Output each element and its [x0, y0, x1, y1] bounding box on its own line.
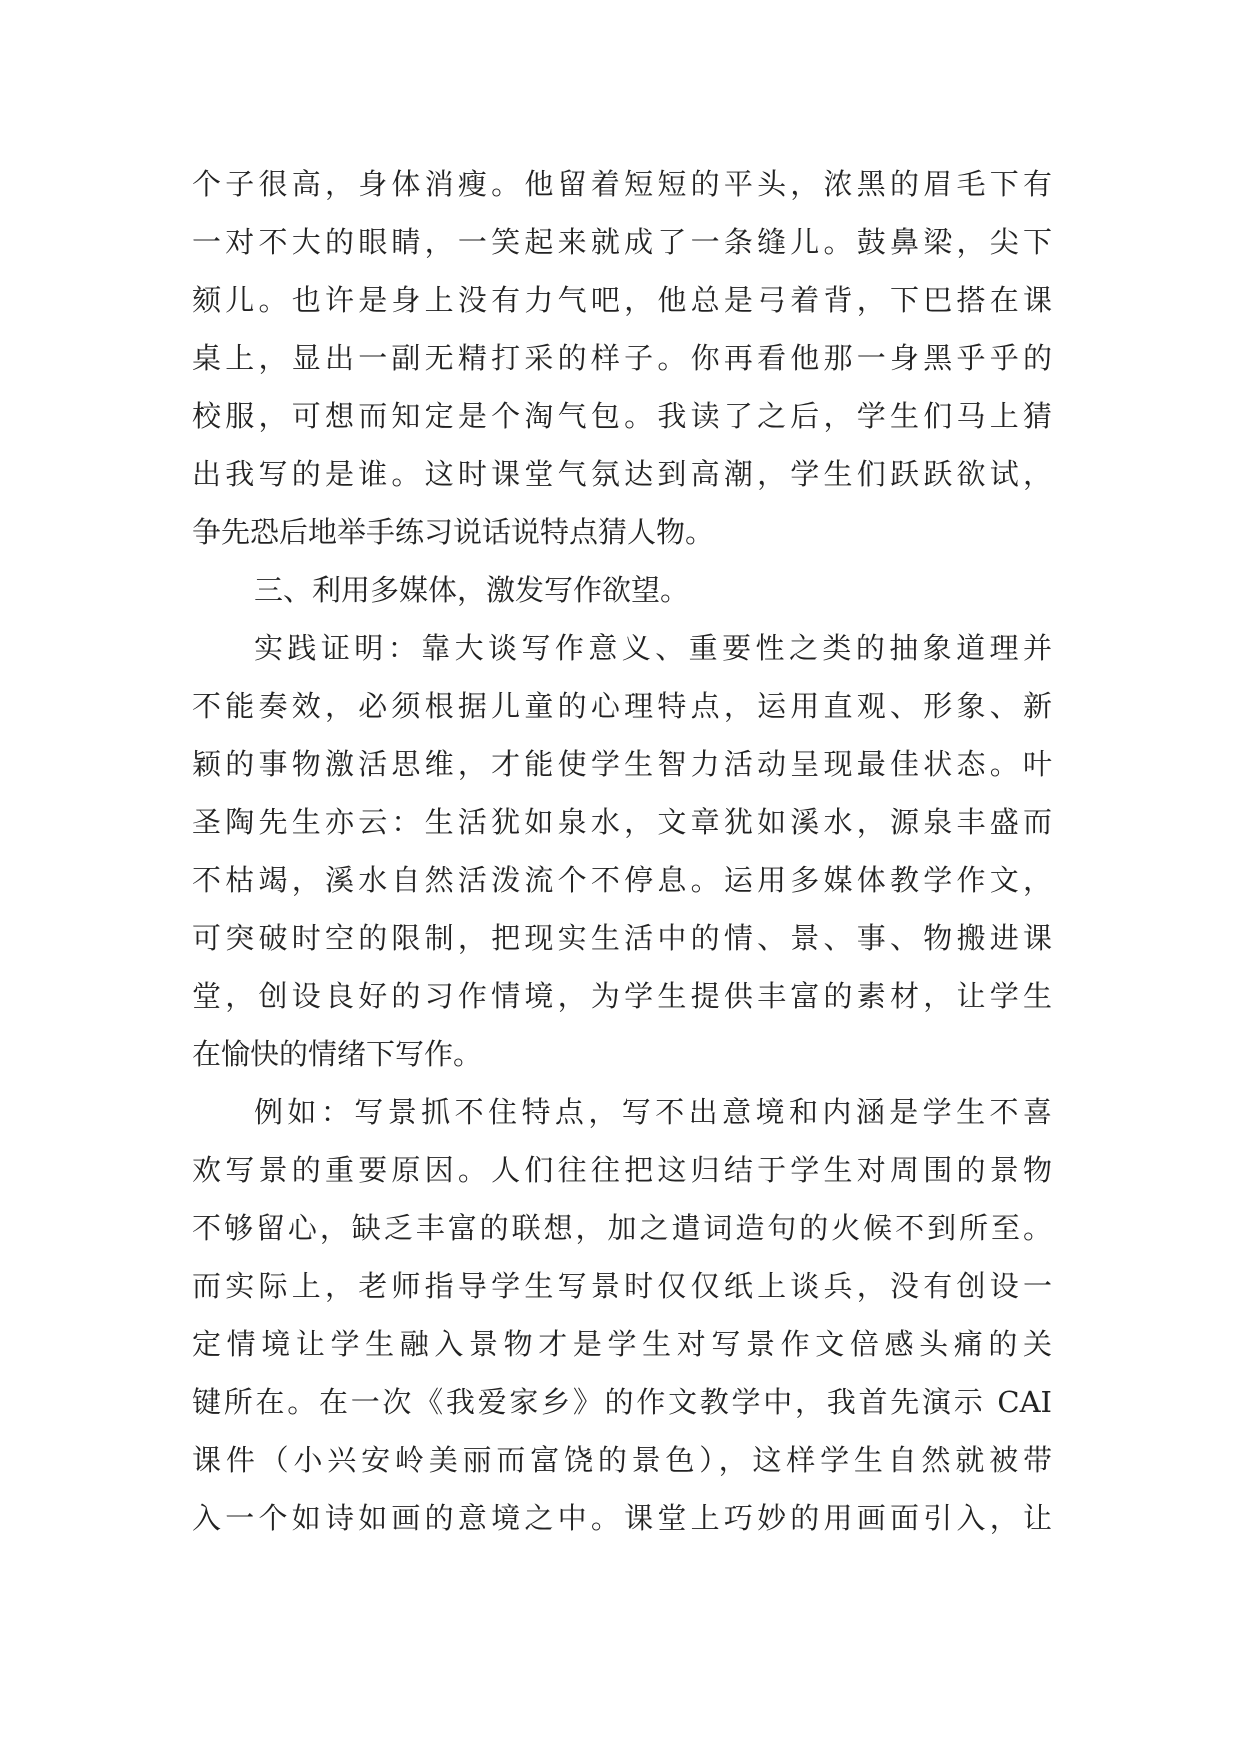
text-line: 堂，创设良好的习作情境，为学生提供丰富的素材，让学生 [192, 979, 1052, 1013]
text-line: 不枯竭，溪水自然活泼流个不停息。运用多媒体教学作文， [192, 863, 1052, 897]
text-line: 一对不大的眼睛，一笑起来就成了一条缝儿。鼓鼻梁，尖下 [192, 225, 1052, 259]
text-line: 可突破时空的限制，把现实生活中的情、景、事、物搬进课 [192, 921, 1052, 955]
text-line: 校服，可想而知定是个淘气包。我读了之后，学生们马上猜 [192, 399, 1052, 433]
text-line: 颖的事物激活思维，才能使学生智力活动呈现最佳状态。叶 [192, 747, 1052, 781]
text-line: 键所在。在一次《我爱家乡》的作文教学中，我首先演示 CAI [192, 1385, 1052, 1419]
text-line: 入一个如诗如画的意境之中。课堂上巧妙的用画面引入，让 [192, 1501, 1052, 1535]
text-line: 实践证明：靠大谈写作意义、重要性之类的抽象道理并 [254, 631, 1052, 665]
text-line: 争先恐后地举手练习说话说特点猜人物。 [192, 515, 715, 549]
text-line: 颏儿。也许是身上没有力气吧，他总是弓着背，下巴搭在课 [192, 283, 1052, 317]
text-line: 桌上，显出一副无精打采的样子。你再看他那一身黑乎乎的 [192, 341, 1052, 375]
text-line: 个子很高，身体消瘦。他留着短短的平头，浓黑的眉毛下有 [192, 167, 1052, 201]
text-line: 课件（小兴安岭美丽而富饶的景色），这样学生自然就被带 [192, 1443, 1052, 1477]
section-heading: 三、利用多媒体，激发写作欲望。 [254, 573, 690, 607]
text-line: 不够留心，缺乏丰富的联想，加之遣词造句的火候不到所至。 [192, 1211, 1052, 1245]
text-line: 而实际上，老师指导学生写景时仅仅纸上谈兵，没有创设一 [192, 1269, 1052, 1303]
text-line: 不能奏效，必须根据儿童的心理特点，运用直观、形象、新 [192, 689, 1052, 723]
text-line: 例如：写景抓不住特点，写不出意境和内涵是学生不喜 [254, 1095, 1052, 1129]
text-line: 出我写的是谁。这时课堂气氛达到高潮，学生们跃跃欲试， [192, 457, 1052, 491]
text-line: 圣陶先生亦云：生活犹如泉水，文章犹如溪水，源泉丰盛而 [192, 805, 1052, 839]
text-line: 欢写景的重要原因。人们往往把这归结于学生对周围的景物 [192, 1153, 1052, 1187]
body-text [192, 155, 1052, 1547]
text-line: 在愉快的情绪下写作。 [192, 1037, 483, 1071]
text-line: 定情境让学生融入景物才是学生对写景作文倍感头痛的关 [192, 1327, 1052, 1361]
